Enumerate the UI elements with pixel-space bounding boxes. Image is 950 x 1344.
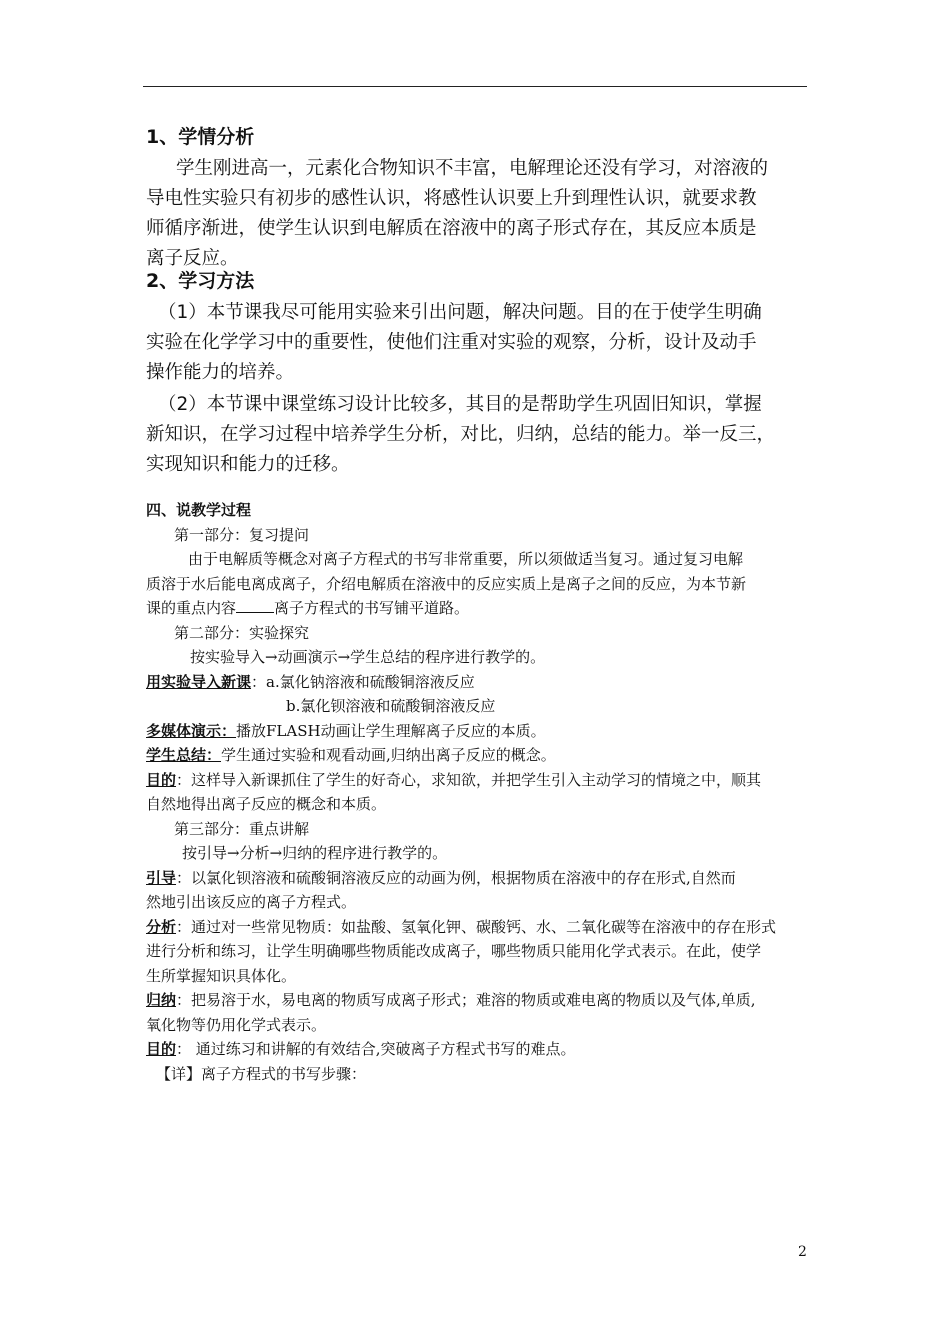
label-summary: 学生总结： xyxy=(146,746,222,764)
text-line: 实验在化学学习中的重要性，使他们注重对实验的观察，分析，设计及动手 xyxy=(146,332,757,353)
text-line xyxy=(146,915,814,940)
text-segment: ：以氯化钡溶液和硫酸铜溶液反应的动画为例，根据物质在溶液中的存在形式,自然而 xyxy=(176,868,736,887)
text-segment: ：这样导入新课抓住了学生的好奇心，求知欲，并把学生引入主动学习的情境之中，顺其 xyxy=(176,770,762,789)
text-line: 然地引出该反应的离子方程式。 xyxy=(146,893,357,911)
text-line: 【详】离子方程式的书写步骤： xyxy=(156,1064,367,1083)
part-title: 第三部分：重点讲解 xyxy=(174,819,310,838)
text-line xyxy=(146,768,814,793)
text-segment: 播放FLASH动画让学生理解离子反应的本质。 xyxy=(236,721,546,740)
label-induction: 归纳 xyxy=(146,991,177,1009)
text-line: 由于电解质等概念对离子方程式的书写非常重要，所以须做适当复习。通过复习电解 xyxy=(188,550,744,568)
text-line: 按实验导入→动画演示→学生总结的程序进行教学的。 xyxy=(190,648,546,666)
text-line xyxy=(146,670,814,695)
text-line: 进行分析和练习，让学生明确哪些物质能改成离子，哪些物质只能用化学式表示。在此，使学 xyxy=(146,942,762,960)
text-line: 离子反应。 xyxy=(146,248,239,269)
text-segment: 课的重点内容 xyxy=(146,599,237,617)
part-title: 第二部分：实验探究 xyxy=(174,623,310,642)
page-number: 2 xyxy=(798,1244,807,1260)
label-experiment: 用实验导入新课 xyxy=(146,672,252,691)
text-line: 操作能力的培养。 xyxy=(146,362,295,383)
text-line: 师循序渐进，使学生认识到电解质在溶液中的离子形式存在，其反应本质是 xyxy=(146,218,757,239)
text-segment: ：通过对一些常见物质：如盐酸、氢氧化钾、碳酸钙、水、二氧化碳等在溶液中的存在形式 xyxy=(176,917,777,936)
text-line xyxy=(146,1037,814,1062)
label-multimedia: 多媒体演示： xyxy=(146,721,237,740)
text-segment: ：把易溶于水，易电离的物质写成离子形式；难溶的物质或难电离的物质以及气体,单质, xyxy=(176,991,756,1009)
text-line xyxy=(146,719,814,744)
text-segment: 离子方程式的书写铺平道路。 xyxy=(274,599,470,617)
text-line: 新知识，在学习过程中培养学生分析，对比，归纳，总结的能力。举一反三， xyxy=(146,424,776,445)
paragraph xyxy=(146,298,816,388)
text-line: 自然地得出离子反应的概念和本质。 xyxy=(146,795,387,813)
text-line: 氧化物等仍用化学式表示。 xyxy=(146,1015,327,1034)
text-segment: ： 通过练习和讲解的有效结合,突破离子方程式书写的难点。 xyxy=(176,1040,576,1058)
text-line xyxy=(146,743,814,768)
text-line: 学生刚进高一，元素化合物知识不丰富，电解理论还没有学习，对溶液的 xyxy=(176,158,769,179)
text-line: 生所掌握知识具体化。 xyxy=(146,966,297,985)
section-heading: 2、学习方法 xyxy=(146,270,255,292)
text-line: （1）本节课我尽可能用实验来引出问题，解决问题。目的在于使学生明确 xyxy=(158,302,762,323)
paragraph xyxy=(146,390,816,480)
text-segment: ：a.氯化钠溶液和硫酸铜溶液反应 xyxy=(251,672,475,691)
text-line: 质溶于水后能电离成离子，介绍电解质在溶液中的反应实质上是离子之间的反应，为本节新 xyxy=(146,574,747,593)
text-line xyxy=(146,988,814,1013)
text-line: 导电性实验只有初步的感性认识，将感性认识要上升到理性认识，就要求教 xyxy=(146,188,757,209)
text-line xyxy=(146,866,814,891)
blank-line xyxy=(236,598,274,613)
text-line: （2）本节课中课堂练习设计比较多，其目的是帮助学生巩固旧知识，掌握 xyxy=(158,394,762,415)
section-learning-method xyxy=(146,268,816,480)
label-analysis: 分析 xyxy=(146,917,177,936)
label-goal: 目的 xyxy=(146,770,177,789)
text-segment: 学生通过实验和观看动画,归纳出离子反应的概念。 xyxy=(221,746,556,764)
text-line: 按引导→分析→归纳的程序进行教学的。 xyxy=(182,844,448,862)
text-line: b.氯化钡溶液和硫酸铜溶液反应 xyxy=(286,697,496,715)
label-guide: 引导 xyxy=(146,868,177,887)
text-line xyxy=(146,596,814,621)
paragraph xyxy=(146,154,816,274)
text-line: 实现知识和能力的迁移。 xyxy=(146,454,350,475)
part-title: 第一部分：复习提问 xyxy=(174,525,310,544)
header-rule xyxy=(143,86,807,87)
label-goal: 目的 xyxy=(146,1040,177,1058)
section-teaching-process xyxy=(146,498,814,1086)
section-heading: 1、学情分析 xyxy=(146,126,255,148)
section-heading: 四、说教学过程 xyxy=(146,501,252,519)
section-learning-analysis xyxy=(146,124,816,274)
